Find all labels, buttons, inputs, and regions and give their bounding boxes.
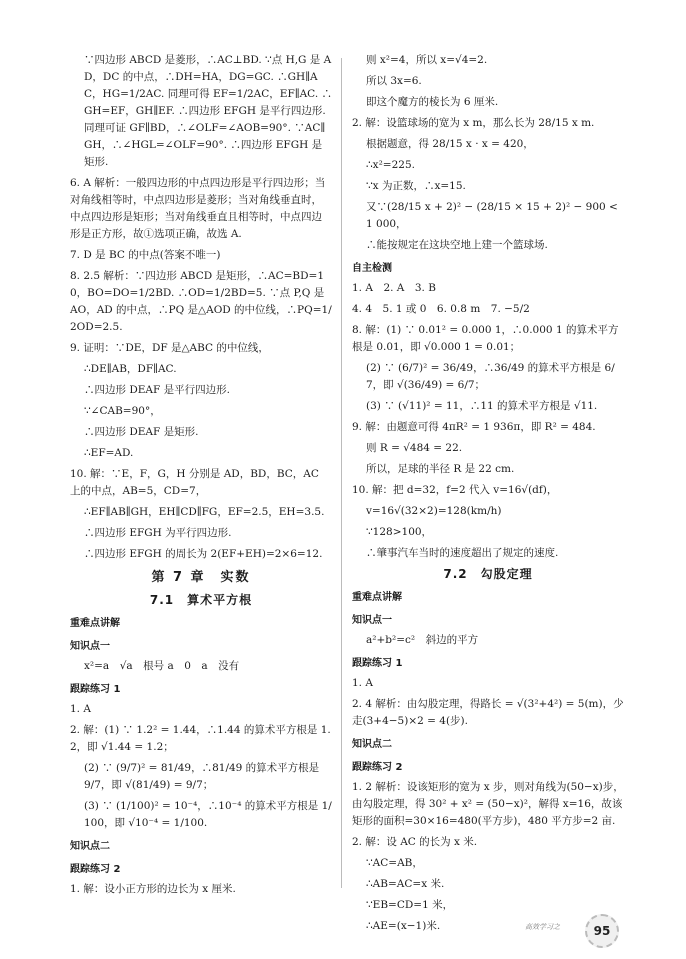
answer-line: 2. 解：设 AC 的长为 x 米. bbox=[352, 836, 478, 848]
answer-line: 7. D 是 BC 的中点(答案不唯一) bbox=[70, 249, 221, 261]
knowledge-point-2: 知识点二 bbox=[352, 739, 392, 750]
answer-line: 即这个魔方的棱长为 6 厘米. bbox=[366, 96, 499, 108]
answer-line: 1. 解：设小正方形的边长为 x 厘米. bbox=[70, 883, 236, 895]
answer-line: ∵EB=CD=1 米， bbox=[366, 899, 454, 911]
answer-line: ∵∠CAB=90°， bbox=[84, 405, 161, 417]
answer-line: 1. A bbox=[352, 677, 373, 689]
page-footer bbox=[515, 910, 635, 950]
answer-line: (3) ∵ (1/100)² = 10⁻⁴，∴10⁻⁴ 的算术平方根是 1/100，即 √10⁻⁴ = 1/100. bbox=[84, 800, 332, 829]
answer-line: 所以，足球的半径 R 是 22 cm. bbox=[366, 463, 515, 475]
answer-line: (3) ∵ (√11)² = 11，∴11 的算术平方根是 √11. bbox=[366, 400, 598, 412]
answer-line: ∴AE=(x−1)米. bbox=[366, 920, 441, 932]
answer-line: 又∵(28/15 x + 2)² − (28/15 × 15 + 2)² − 900 < 1 000， bbox=[366, 201, 618, 230]
section-title: 7.1 算术平方根 bbox=[149, 593, 253, 607]
left-column bbox=[70, 52, 332, 902]
answer-line: ∵x 为正数，∴x=15. bbox=[366, 180, 466, 192]
answer-line: ∴四边形 EFGH 为平行四边形. bbox=[84, 527, 232, 539]
answer-line: 则 R = √484 = 22. bbox=[366, 442, 463, 454]
knowledge-point-1: 知识点一 bbox=[352, 615, 392, 626]
heading-key-points: 重难点讲解 bbox=[352, 592, 402, 603]
self-check-heading: 自主检测 bbox=[352, 263, 392, 274]
answer-line: 9. 解：由题意可得 4πR² = 1 936π，即 R² = 484. bbox=[352, 421, 596, 433]
answer-line: ∴AB=AC=x 米. bbox=[366, 878, 445, 890]
answer-line: ∴DE∥AB，DF∥AC. bbox=[84, 363, 177, 375]
knowledge-point-2: 知识点二 bbox=[70, 841, 110, 852]
answer-line: x²=a √a 根号 a 0 a 没有 bbox=[84, 660, 240, 672]
page-number-badge bbox=[585, 914, 619, 948]
answer-line: 4. 4 5. 1 或 0 6. 0.8 m 7. −5/2 bbox=[352, 303, 530, 315]
answer-line: ∵四边形 ABCD 是菱形，∴AC⊥BD. ∵点 H,G 是 AD，DC 的中点，∴DH=HA，DG=GC. ∴GH∥AC，HG=1/2AC. 同理可得 EF=1/2AC，EF∥AC. ∴GH=EF，GH∥EF. ∴四边形 EFGH 是平行四边形. 同理可证 GF∥BD，∴∠OLF=∠AOB=90°. ∵AC∥GH，∴∠HGL=∠OLF=90°. ∴四边形 EFGH 是矩形. bbox=[84, 54, 333, 168]
answer-line: 2. 解：(1) ∵ 1.2² = 1.44，∴1.44 的算术平方根是 1.2，即 √1.44 = 1.2； bbox=[70, 724, 331, 753]
practice-1-heading: 跟踪练习 1 bbox=[352, 658, 403, 669]
answer-line: ∴四边形 DEAF 是矩形. bbox=[84, 426, 199, 438]
answer-line: 10. 解：∵E，F，G，H 分别是 AD，BD，BC，AC 上的中点，AB=5，CD=7， bbox=[70, 468, 319, 497]
column-divider bbox=[341, 58, 342, 888]
answer-line: 1. A bbox=[70, 703, 91, 715]
answer-line: ∴EF∥AB∥GH，EH∥CD∥FG，EF=2.5，EH=3.5. bbox=[84, 506, 325, 518]
answer-line: 则 x²=4，所以 x=√4=2. bbox=[366, 54, 488, 66]
page-number: 95 bbox=[593, 924, 611, 938]
answer-line: ∴EF=AD. bbox=[84, 447, 134, 459]
answer-line: ∴x²=225. bbox=[366, 159, 415, 171]
answer-line: ∴四边形 EFGH 的周长为 2(EF+EH)=2×6=12. bbox=[84, 548, 323, 560]
answer-line: (2) ∵ (6/7)² = 36/49，∴36/49 的算术平方根是 6/7，即 √(36/49) = 6/7； bbox=[366, 362, 615, 391]
answer-line: v=16√(32×2)=128(km/h) bbox=[366, 505, 502, 517]
answer-line: ∴肇事汽车当时的速度超出了规定的速度. bbox=[366, 547, 559, 559]
answer-line: ∵128>100， bbox=[366, 526, 433, 538]
answer-line: a²+b²=c² 斜边的平方 bbox=[366, 634, 479, 646]
answer-line: 2. 4 解析：由勾股定理，得路长 = √(3²+4²) = 5(m)，少走(3+4−5)×2 = 4(步). bbox=[352, 698, 624, 727]
heading-key-points: 重难点讲解 bbox=[70, 618, 120, 629]
answer-line: 8. 2.5 解析：∵四边形 ABCD 是矩形，∴AC=BD=10，BO=DO=1/2BD. ∴OD=1/2BD=5. ∵点 P,Q 是 AO，AD 的中点，∴PQ 是△AOD 的中位线，∴PQ=1/2OD=2.5. bbox=[70, 270, 332, 333]
answer-line: 2. 解：设篮球场的宽为 x m，那么长为 28/15 x m. bbox=[352, 117, 595, 129]
answer-line: ∴能按规定在这块空地上建一个篮球场. bbox=[366, 239, 548, 251]
answer-line: 所以 3x=6. bbox=[366, 75, 422, 87]
footer-brand: 高效学习之 bbox=[525, 923, 560, 931]
answer-line: (2) ∵ (9/7)² = 81/49，∴81/49 的算术平方根是 9/7，即 √(81/49) = 9/7； bbox=[84, 762, 320, 791]
answer-line: ∴四边形 DEAF 是平行四边形. bbox=[84, 384, 230, 396]
answer-line: 根据题意，得 28/15 x · x = 420， bbox=[366, 138, 534, 150]
answer-line: 6. A 解析：一般四边形的中点四边形是平行四边形；当对角线相等时，中点四边形是菱形；当对角线垂直时，中点四边形是矩形；当对角线垂直且相等时，中点四边形是正方形，故①选项正确，故选 A. bbox=[70, 177, 326, 240]
knowledge-point-1: 知识点一 bbox=[70, 641, 110, 652]
chapter-title: 第 7 章 实数 bbox=[151, 570, 251, 585]
practice-1-heading: 跟踪练习 1 bbox=[70, 684, 121, 695]
practice-2-heading: 跟踪练习 2 bbox=[70, 864, 121, 875]
answer-line: 8. 解：(1) ∵ 0.01² = 0.000 1，∴0.000 1 的算术平方根是 0.01，即 √0.000 1 = 0.01； bbox=[352, 324, 619, 353]
right-column bbox=[352, 52, 624, 939]
answer-line: 10. 解：把 d=32，f=2 代入 v=16√(df)， bbox=[352, 484, 558, 496]
answer-line: ∵AC=AB， bbox=[366, 857, 423, 869]
answer-line: 1. A 2. A 3. B bbox=[352, 282, 436, 294]
practice-2-heading: 跟踪练习 2 bbox=[352, 762, 403, 773]
section-title: 7.2 勾股定理 bbox=[443, 567, 533, 581]
answer-line: 9. 证明：∵DE，DF 是△ABC 的中位线， bbox=[70, 342, 269, 354]
answer-line: 1. 2 解析：设该矩形的宽为 x 步，则对角线为(50−x)步，由勾股定理，得 30² + x² = (50−x)²，解得 x=16，故该矩形的面积=30×16=480(平方步)，480 平方步=2 亩. bbox=[352, 781, 624, 827]
